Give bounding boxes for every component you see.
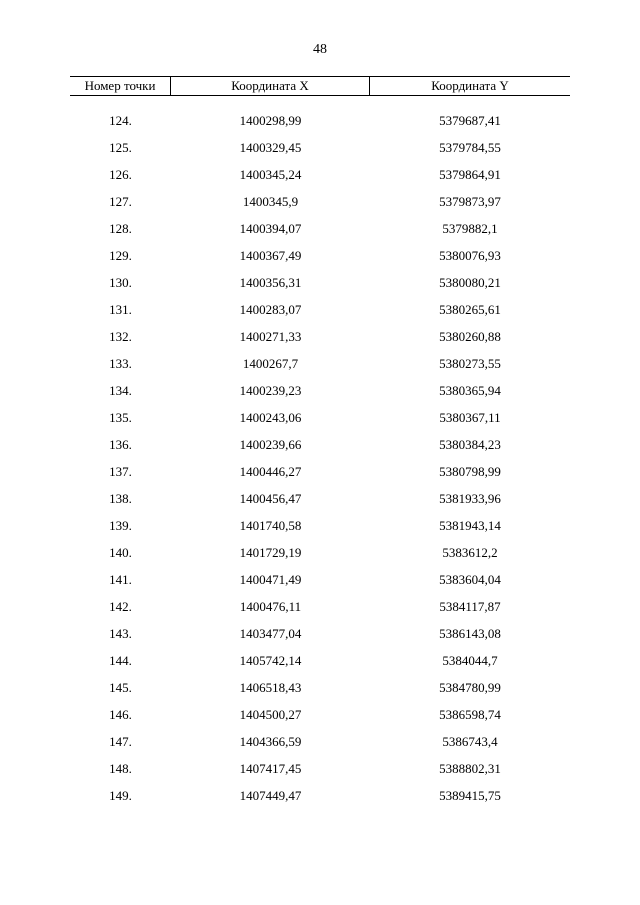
- cell-point-number: 142.: [109, 599, 132, 614]
- cell-coordinate-x: 1400446,27: [239, 464, 302, 479]
- page-number: 48: [313, 42, 327, 57]
- table-row: [70, 678, 570, 705]
- table-row: [70, 381, 570, 408]
- cell-coordinate-x: 1405742,14: [239, 653, 302, 668]
- table-row: [70, 516, 570, 543]
- cell-coordinate-y: 5379882,1: [442, 221, 498, 236]
- cell-point-number: 147.: [109, 734, 132, 749]
- cell-coordinate-y: 5380076,93: [439, 248, 501, 263]
- cell-point-number: 141.: [109, 572, 132, 587]
- table-row: [70, 246, 570, 273]
- cell-coordinate-y: 5380273,55: [439, 356, 501, 371]
- table-row: [70, 192, 570, 219]
- cell-point-number: 127.: [109, 194, 132, 209]
- cell-coordinate-x: 1407417,45: [239, 761, 302, 776]
- cell-coordinate-y: 5379784,55: [439, 140, 501, 155]
- cell-coordinate-y: 5381933,96: [439, 491, 501, 506]
- cell-coordinate-x: 1406518,43: [239, 680, 302, 695]
- cell-point-number: 145.: [109, 680, 132, 695]
- cell-coordinate-x: 1403477,04: [239, 626, 302, 641]
- cell-coordinate-x: 1400456,47: [239, 491, 302, 506]
- header-point-number: Номер точки: [70, 77, 171, 95]
- cell-point-number: 149.: [109, 788, 132, 803]
- cell-coordinate-x: 1400239,23: [239, 383, 302, 398]
- cell-point-number: 134.: [109, 383, 132, 398]
- table-row: [70, 732, 570, 759]
- cell-coordinate-x: 1400271,33: [239, 329, 302, 344]
- cell-coordinate-x: 1404366,59: [239, 734, 302, 749]
- cell-coordinate-y: 5379687,41: [439, 113, 501, 128]
- cell-point-number: 138.: [109, 491, 132, 506]
- cell-coordinate-x: 1400267,7: [242, 356, 299, 371]
- cell-point-number: 140.: [109, 545, 132, 560]
- cell-coordinate-x: 1407449,47: [239, 788, 302, 803]
- cell-coordinate-x: 1400476,11: [239, 599, 302, 614]
- cell-coordinate-y: 5386598,74: [439, 707, 501, 722]
- table-row: [70, 408, 570, 435]
- table-row: [70, 489, 570, 516]
- cell-coordinate-y: 5380367,11: [439, 410, 501, 425]
- cell-coordinate-y: 5380260,88: [439, 329, 501, 344]
- cell-coordinate-x: 1400471,49: [239, 572, 302, 587]
- cell-coordinate-y: 5384044,7: [442, 653, 498, 668]
- cell-point-number: 131.: [109, 302, 132, 317]
- table-row: [70, 300, 570, 327]
- cell-coordinate-x: 1401740,58: [239, 518, 302, 533]
- cell-coordinate-x: 1400367,49: [239, 248, 302, 263]
- table-row: [70, 543, 570, 570]
- cell-point-number: 133.: [109, 356, 132, 371]
- cell-coordinate-x: 1400239,66: [239, 437, 302, 452]
- table-row: [70, 786, 570, 813]
- cell-point-number: 136.: [109, 437, 132, 452]
- cell-point-number: 132.: [109, 329, 132, 344]
- cell-coordinate-y: 5380798,99: [439, 464, 501, 479]
- cell-coordinate-x: 1400329,45: [239, 140, 302, 155]
- cell-coordinate-y: 5388802,31: [439, 761, 501, 776]
- table-row: [70, 327, 570, 354]
- table-body: [70, 111, 570, 813]
- cell-point-number: 129.: [109, 248, 132, 263]
- table-row: [70, 354, 570, 381]
- cell-coordinate-y: 5383612,2: [442, 545, 498, 560]
- table-row: [70, 597, 570, 624]
- table-row: [70, 273, 570, 300]
- cell-coordinate-x: 1400283,07: [239, 302, 302, 317]
- cell-coordinate-y: 5380080,21: [439, 275, 501, 290]
- cell-point-number: 130.: [109, 275, 132, 290]
- cell-coordinate-y: 5384780,99: [439, 680, 501, 695]
- table-row: [70, 705, 570, 732]
- cell-coordinate-y: 5379864,91: [439, 167, 501, 182]
- table-row: [70, 219, 570, 246]
- cell-coordinate-y: 5379873,97: [439, 194, 501, 209]
- cell-coordinate-y: 5389415,75: [439, 788, 501, 803]
- cell-coordinate-x: 1401729,19: [239, 545, 302, 560]
- cell-coordinate-x: 1400394,07: [239, 221, 302, 236]
- cell-coordinate-x: 1404500,27: [239, 707, 302, 722]
- cell-point-number: 126.: [109, 167, 132, 182]
- table-row: [70, 759, 570, 786]
- cell-coordinate-x: 1400243,06: [239, 410, 302, 425]
- cell-point-number: 146.: [109, 707, 132, 722]
- cell-coordinate-y: 5380384,23: [439, 437, 501, 452]
- cell-coordinate-y: 5386143,08: [439, 626, 501, 641]
- cell-point-number: 144.: [109, 653, 132, 668]
- cell-coordinate-x: 1400345,24: [239, 167, 302, 182]
- cell-coordinate-y: 5381943,14: [439, 518, 501, 533]
- table-row: [70, 138, 570, 165]
- cell-point-number: 143.: [109, 626, 132, 641]
- cell-coordinate-x: 1400345,9: [242, 194, 299, 209]
- table-row: [70, 624, 570, 651]
- table-header: [70, 76, 570, 96]
- cell-coordinate-x: 1400298,99: [239, 113, 302, 128]
- header-coordinate-y: Координата Y: [431, 78, 509, 93]
- table-row: [70, 111, 570, 138]
- cell-coordinate-y: 5380365,94: [439, 383, 501, 398]
- cell-coordinate-x: 1400356,31: [239, 275, 302, 290]
- cell-point-number: 137.: [109, 464, 132, 479]
- cell-point-number: 125.: [109, 140, 132, 155]
- cell-point-number: 124.: [109, 113, 132, 128]
- table-row: [70, 651, 570, 678]
- cell-point-number: 135.: [109, 410, 132, 425]
- cell-point-number: 128.: [109, 221, 132, 236]
- header-coordinate-x: Координата X: [171, 77, 370, 95]
- cell-point-number: 148.: [109, 761, 132, 776]
- cell-coordinate-y: 5383604,04: [439, 572, 501, 587]
- cell-coordinate-y: 5384117,87: [439, 599, 501, 614]
- cell-point-number: 139.: [109, 518, 132, 533]
- table-row: [70, 165, 570, 192]
- cell-coordinate-y: 5380265,61: [439, 302, 501, 317]
- table-row: [70, 435, 570, 462]
- table-row: [70, 570, 570, 597]
- table-row: [70, 462, 570, 489]
- cell-coordinate-y: 5386743,4: [442, 734, 498, 749]
